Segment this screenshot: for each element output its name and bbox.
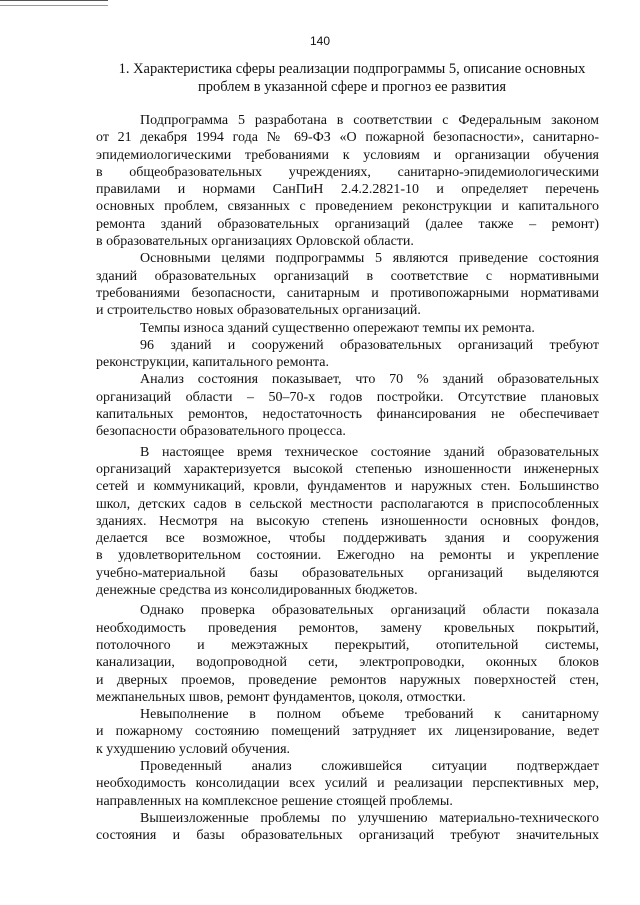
paragraph-line: капитальных ремонтов, недостаточность финансирования не обеспечивает: [96, 407, 599, 423]
paragraph-line: В настоящее время техническое состояние зданий образовательных: [140, 444, 599, 460]
paragraph-line: к ухудшению условий обучения.: [96, 741, 291, 757]
paragraph-line: денежные средства из консолидированных бюджетов.: [96, 583, 418, 599]
paragraph-line: сетей и коммуникаций, кровли, фундаментов и наружных стен. Большинство: [96, 479, 599, 495]
section-title-line: проблем в указанной сфере и прогноз ее развития: [197, 79, 507, 95]
paragraph-line: и пожарному состоянию помещений затрудняет их лицензирование, ведет: [96, 724, 599, 740]
scan-corner-mark: [0, 0, 108, 6]
paragraph-line: учебно-материальной базы образовательных организаций выделяются: [96, 565, 599, 581]
paragraph-line: безопасности образовательного процесса.: [96, 424, 346, 440]
paragraph-line: школ, детских садов в сельской местности располагаются в приспособленных: [96, 496, 599, 512]
paragraph-line: необходимость проведения ремонтов, замену кровельных покрытий,: [96, 620, 599, 636]
paragraph-line: организаций характеризуется высокой степенью изношенности инженерных: [96, 461, 599, 477]
paragraph-line: ремонта зданий образовательных организаций (далее также – ремонт): [96, 216, 599, 232]
paragraph: [96, 112, 599, 250]
paragraph-line: Подпрограмма 5 разработана в соответствии с Федеральным законом: [140, 113, 599, 128]
paragraph-line: требованиями безопасности, санитарным и противопожарными нормативами: [96, 285, 599, 301]
paragraph-line: зданиях. Несмотря на высокую степень изношенности основных фондов,: [96, 513, 599, 529]
paragraph-line: необходимость консолидации всех усилий и реализации перспективных мер,: [96, 776, 599, 792]
paragraph-line: правилами и нормами СанПиН 2.4.2.2821-10 и определяет перечень: [96, 182, 599, 198]
paragraph-line: Однако проверка образовательных организаций области показала: [140, 603, 599, 619]
paragraph: [96, 250, 599, 319]
paragraph-line: эпидемиологическими требованиями к условиям и организации обучения: [96, 147, 599, 163]
paragraph-line: зданий образовательных организаций в соответствие с нормативными: [96, 268, 599, 284]
paragraph-line: потолочного и межэтажных перекрытий, отопительной системы,: [96, 637, 599, 653]
paragraph: [96, 602, 599, 706]
paragraph: [96, 444, 599, 600]
paragraph: [96, 758, 599, 810]
body-text: [96, 112, 599, 844]
paragraph-line: реконструкции, капитального ремонта.: [96, 355, 329, 371]
paragraph-line: канализации, водопроводной сети, электропроводки, оконных блоков: [96, 655, 599, 671]
paragraph-line: и строительство новых образовательных организаций.: [96, 303, 421, 319]
paragraph-line: организаций области – 50–70-х годов постройки. Отсутствие плановых: [96, 389, 599, 405]
paragraph-line: состояния и базы образовательных организаций требуют значительных: [96, 828, 599, 844]
paragraph-line: от 21 декабря 1994 года № 69-ФЗ «О пожарной безопасности», санитарно-: [96, 130, 599, 146]
paragraph-line: Невыполнение в полном объеме требований к санитарному: [140, 707, 599, 723]
paragraph-line: Темпы износа зданий существенно опережают темпы их ремонта.: [140, 320, 535, 336]
paragraph: [96, 320, 599, 337]
page-number: 140: [309, 34, 331, 48]
paragraph: [96, 337, 599, 372]
paragraph-line: делается все возможное, чтобы поддерживать здания и сооружения: [96, 531, 599, 547]
paragraph-line: основных проблем, связанных с проведением реконструкции и капитального: [96, 199, 599, 215]
paragraph-line: в общеобразовательных учреждениях, санитарно-эпидемиологическими: [96, 164, 599, 180]
paragraph: [96, 810, 599, 845]
paragraph-line: 96 зданий и сооружений образовательных организаций требуют: [140, 337, 599, 353]
paragraph: [96, 706, 599, 758]
paragraph-line: в образовательных организациях Орловской области.: [96, 234, 414, 250]
paragraph-line: Вышеизложенные проблемы по улучшению материально-технического: [140, 810, 599, 826]
paragraph-line: и дверных проемов, проведение ремонтов наружных поверхностей стен,: [96, 672, 599, 688]
paragraph-line: в удовлетворительном состоянии. Ежегодно на ремонты и укрепление: [96, 548, 599, 564]
section-title: [96, 60, 608, 96]
paragraph-line: межпанельных швов, ремонт фундаментов, цоколя, отмостки.: [96, 689, 466, 705]
section-title-line: 1. Характеристика сферы реализации подпрограммы 5, описание основных: [118, 61, 586, 77]
paragraph-line: направленных на комплексное решение стоящей проблемы.: [96, 793, 453, 809]
paragraph-line: Основными целями подпрограммы 5 являются приведение состояния: [140, 251, 599, 267]
paragraph-line: Анализ состояния показывает, что 70 % зданий образовательных: [140, 372, 599, 388]
paragraph-line: Проведенный анализ сложившейся ситуации подтверждает: [140, 758, 599, 774]
paragraph: [96, 371, 599, 440]
